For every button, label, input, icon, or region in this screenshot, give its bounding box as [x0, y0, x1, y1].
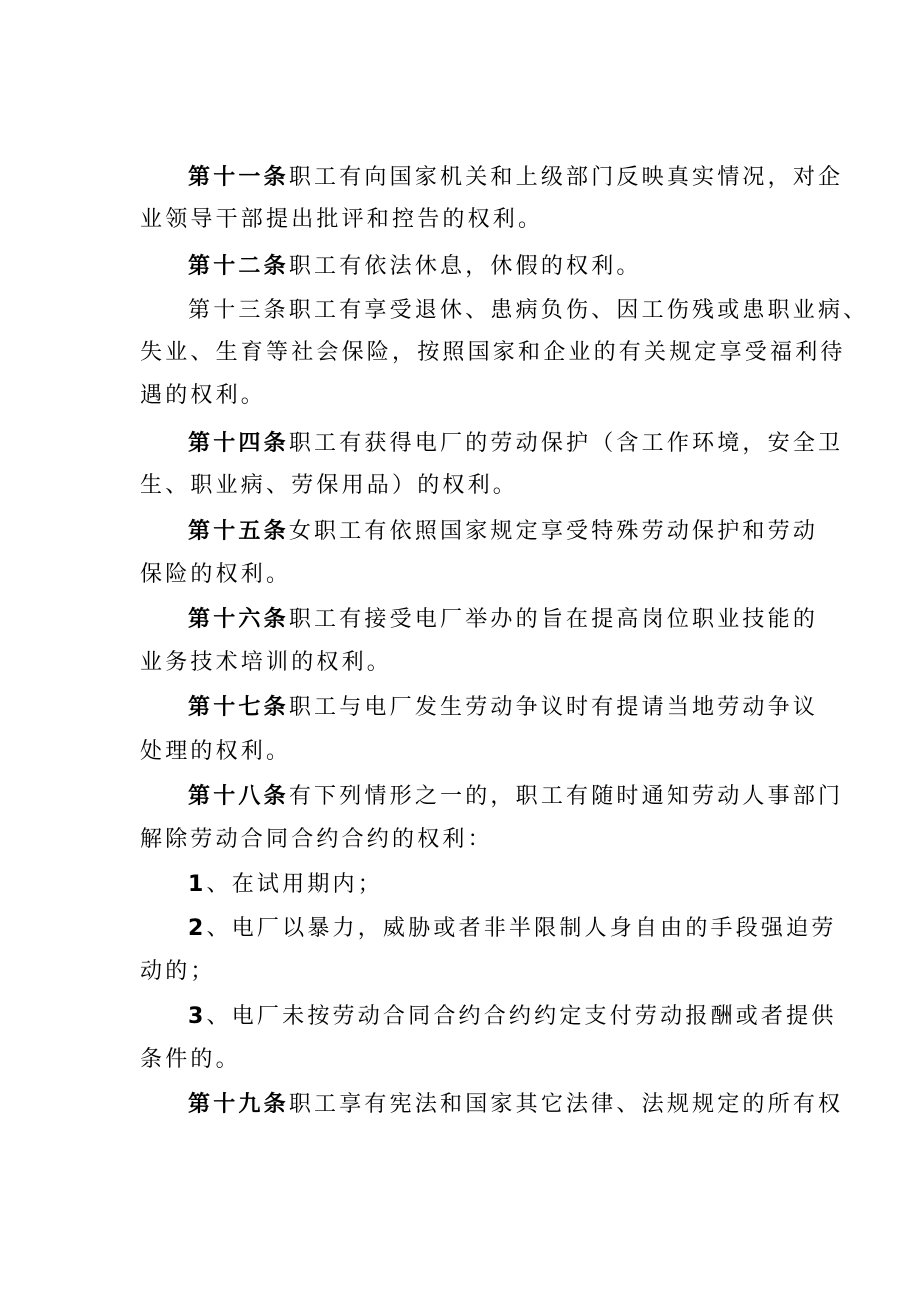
- article-17-line-1: [188, 694, 818, 722]
- article-16-line-1: [188, 606, 818, 634]
- article-13-line-3: [140, 382, 266, 410]
- list-item-1: [188, 871, 383, 899]
- item-number: 3: [188, 1004, 207, 1029]
- list-item-2-line-1: [188, 915, 837, 943]
- article-label: 第十五条: [188, 519, 289, 544]
- article-15-line-1: [188, 518, 818, 546]
- article-text: 解除劳动合同合约合约的权利：: [140, 827, 493, 852]
- article-14-line-1: [188, 430, 843, 458]
- article-14-line-2: [140, 472, 518, 500]
- article-text: 保险的权利。: [140, 562, 292, 587]
- list-item-3-line-1: [188, 1003, 837, 1031]
- article-label: 第十四条: [188, 431, 289, 456]
- article-text: 业务技术培训的权利。: [140, 650, 393, 675]
- article-text: 职工有接受电厂举办的旨在提高岗位职业技能的: [288, 607, 819, 632]
- article-18-line-1: [188, 783, 843, 811]
- article-text: 职工有依法休息，休假的权利。: [288, 254, 642, 279]
- article-text: 生、职业病、劳保用品）的权利。: [140, 473, 519, 498]
- article-18-line-2: [140, 826, 493, 854]
- article-text: 职工与电厂发生劳动争议时有提请当地劳动争议: [288, 695, 819, 720]
- article-11-line-2: [140, 206, 543, 234]
- article-text: 第十三条职工有享受退休、患病负伤、因工伤残或患职业病、: [188, 298, 869, 323]
- article-text: 遇的权利。: [140, 383, 267, 408]
- item-text: 动的；: [140, 959, 216, 984]
- article-15-line-2: [140, 561, 291, 589]
- article-label: 第十一条: [188, 165, 289, 190]
- article-text: 职工有获得电厂的劳动保护（含工作环境，安全卫: [288, 431, 844, 456]
- article-12-line-1: [188, 253, 642, 281]
- article-label: 第十七条: [188, 695, 289, 720]
- item-number: 2: [188, 916, 207, 941]
- article-label: 第十二条: [188, 254, 289, 279]
- article-13-line-1: [188, 297, 868, 325]
- article-text: 失业、生育等社会保险，按照国家和企业的有关规定享受福利待: [140, 340, 846, 365]
- list-item-3-line-2: [140, 1046, 241, 1074]
- article-label: 第十九条: [188, 1092, 289, 1117]
- item-number: 1: [188, 872, 207, 897]
- item-text: 、在试用期内；: [206, 872, 383, 897]
- article-label: 第十八条: [188, 784, 289, 809]
- article-text: 处理的权利。: [140, 739, 292, 764]
- list-item-2-line-2: [140, 958, 216, 986]
- item-text: 、电厂以暴力，威胁或者非半限制人身自由的手段强迫劳: [206, 916, 837, 941]
- article-text: 职工有向国家机关和上级部门反映真实情况，对企: [288, 165, 844, 190]
- article-label: 第十六条: [188, 607, 289, 632]
- article-13-line-2: [140, 339, 846, 367]
- article-19-line-1: [188, 1091, 843, 1119]
- article-text: 有下列情形之一的，职工有随时通知劳动人事部门: [288, 784, 844, 809]
- item-text: 、电厂未按劳动合同合约合约约定支付劳动报酬或者提供: [206, 1004, 837, 1029]
- article-text: 职工享有宪法和国家其它法律、法规规定的所有权: [288, 1092, 844, 1117]
- article-17-line-2: [140, 738, 291, 766]
- article-text: 女职工有依照国家规定享受特殊劳动保护和劳动: [288, 519, 819, 544]
- article-text: 业领导干部提出批评和控告的权利。: [140, 207, 544, 232]
- article-16-line-2: [140, 649, 392, 677]
- item-text: 条件的。: [140, 1047, 241, 1072]
- article-11-line-1: [188, 164, 843, 192]
